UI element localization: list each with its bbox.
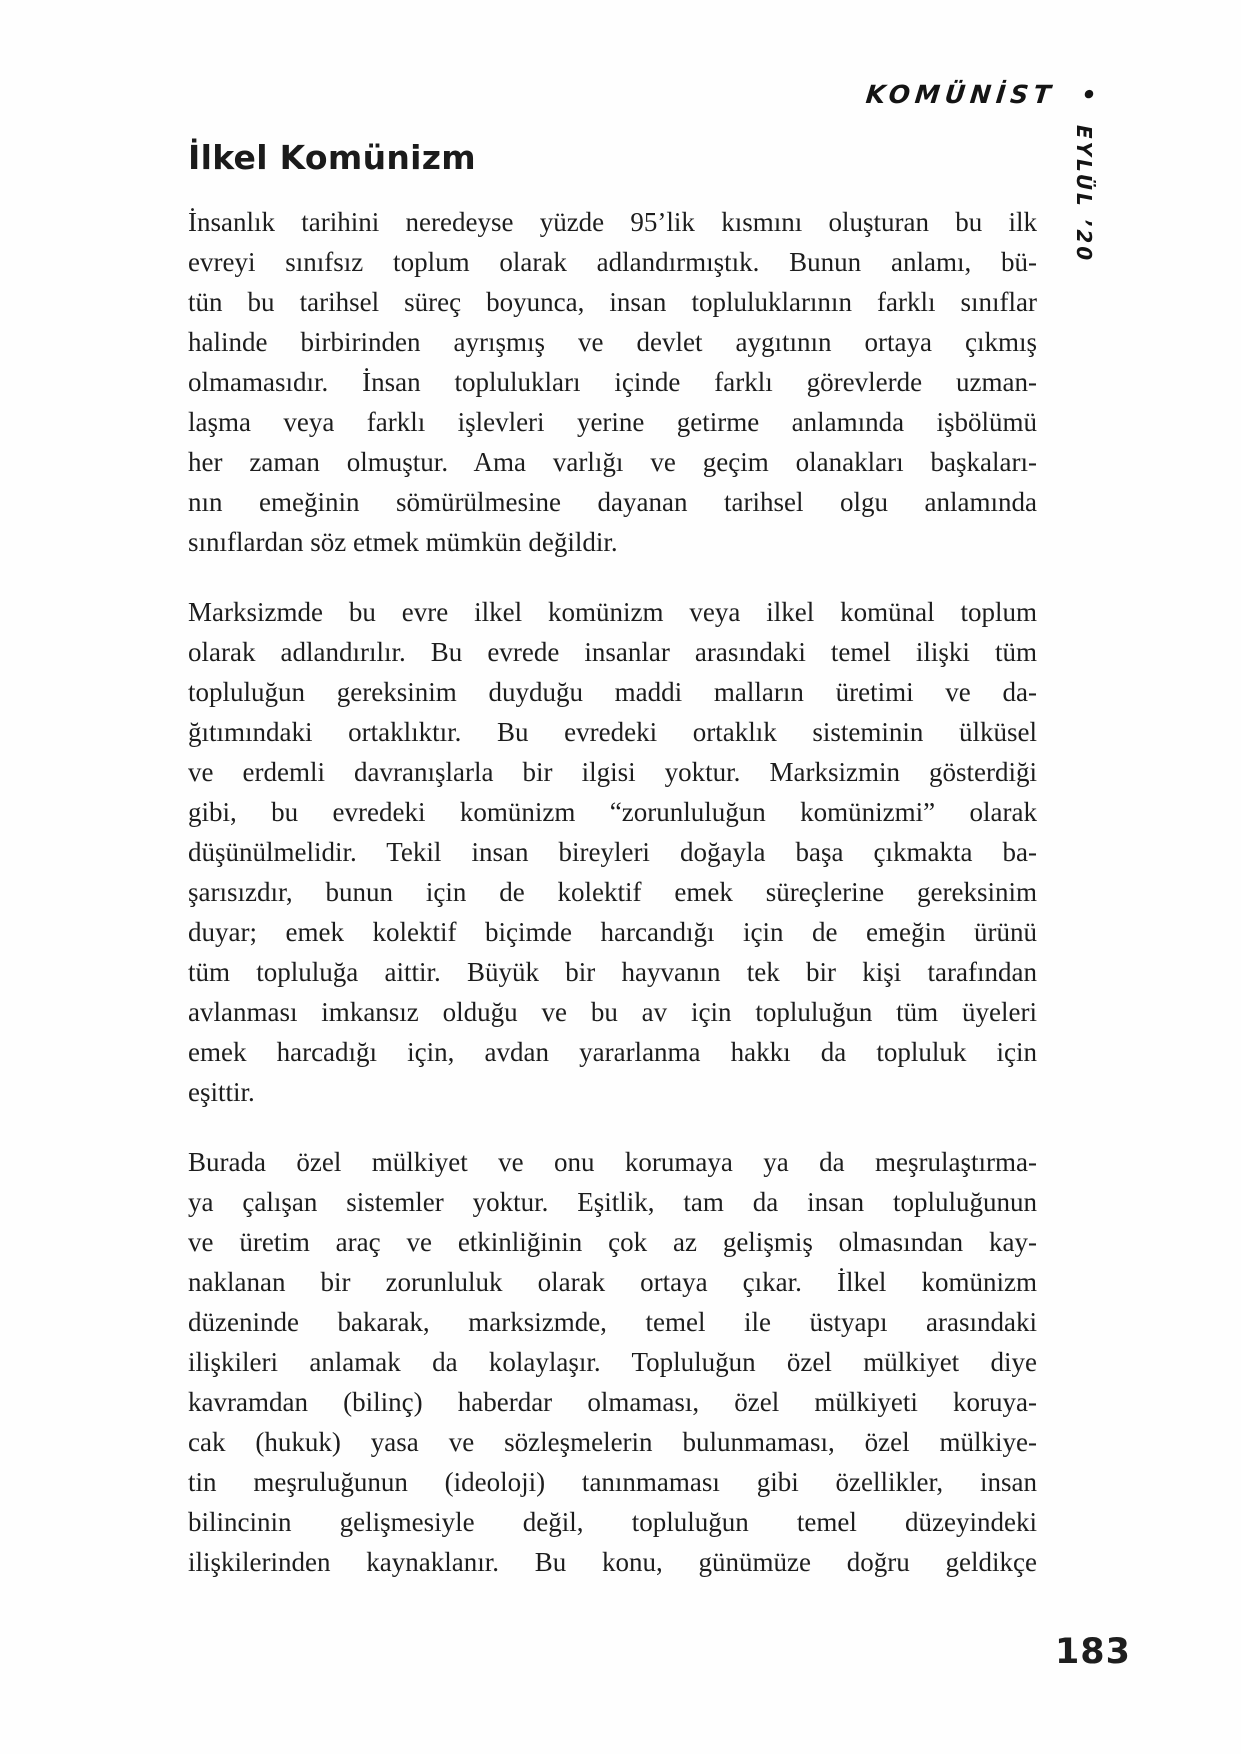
text-line: evreyi sınıfsız toplum olarak adlandırmıştık. Bunun anlamı, bü- (188, 247, 1037, 277)
text-line: düzeninde bakarak, marksizmde, temel ile üstyapı arasındaki (188, 1307, 1037, 1337)
text-line: emek harcadığı için, avdan yararlanma hakkı da topluluk için (188, 1037, 1037, 1067)
text-line: düşünülmelidir. Tekil insan bireyleri doğayla başa çıkmakta ba- (188, 837, 1037, 867)
text-line: ğıtımındaki ortaklıktır. Bu evredeki ortaklık sisteminin ülküsel (188, 717, 1037, 747)
text-line: topluluğun gereksinim duyduğu maddi malların üretimi ve da- (188, 677, 1037, 707)
page-number: 183 (1054, 1632, 1131, 1672)
text-line: tüm topluluğa aittir. Büyük bir hayvanın tek bir kişi tarafından (188, 957, 1037, 987)
text-line: bilincinin gelişmesiyle değil, topluluğun temel düzeyindeki (188, 1507, 1037, 1537)
text-line: sınıflardan söz etmek mümkün değildir. (188, 527, 618, 557)
text-line: Burada özel mülkiyet ve onu korumaya ya da meşrulaştırma- (188, 1147, 1037, 1177)
text-line: laşma veya farklı işlevleri yerine getirme anlamında işbölümü (188, 407, 1037, 437)
text-line: avlanması imkansız olduğu ve bu av için topluluğun tüm üyeleri (188, 997, 1037, 1027)
text-line: Marksizmde bu evre ilkel komünizm veya ilkel komünal toplum (188, 597, 1037, 627)
text-line: her zaman olmuştur. Ama varlığı ve geçim olanakları başkaları- (188, 447, 1037, 477)
text-line: ilişkileri anlamak da kolaylaşır. Topluluğun özel mülkiyet diye (188, 1347, 1037, 1377)
paragraph-3 (188, 1142, 1037, 1582)
text-line: gibi, bu evredeki komünizm “zorunluluğun komünizmi” olarak (188, 797, 1037, 827)
paragraph-1 (188, 202, 1037, 562)
text-line: olmamasıdır. İnsan toplulukları içinde farklı görevlerde uzman- (188, 367, 1037, 397)
journal-name: KOMÜNİST (864, 80, 1058, 109)
bullet-separator: • (1080, 81, 1099, 109)
text-line: eşittir. (188, 1077, 255, 1107)
text-column (188, 138, 1037, 1582)
text-line: olarak adlandırılır. Bu evrede insanlar arasındaki temel ilişki tüm (188, 637, 1037, 667)
text-line: ve üretim araç ve etkinliğinin çok az gelişmiş olmasından kay- (188, 1227, 1037, 1257)
text-line: naklanan bir zorunluluk olarak ortaya çıkar. İlkel komünizm (188, 1267, 1037, 1297)
text-line: İnsanlık tarihini neredeyse yüzde 95’lik kısmını oluşturan bu ilk (188, 207, 1037, 237)
section-heading: İlkel Komünizm (188, 138, 476, 177)
text-line: ve erdemli davranışlarla bir ilgisi yoktur. Marksizmin gösterdiği (188, 757, 1037, 787)
text-line: kavramdan (bilinç) haberdar olmaması, özel mülkiyeti koruya- (188, 1387, 1037, 1417)
text-line: ilişkilerinden kaynaklanır. Bu konu, günümüze doğru geldikçe (188, 1547, 1037, 1577)
issue-date-vertical: EYLÜL ’20 (1072, 125, 1096, 264)
text-line: nın emeğinin sömürülmesine dayanan tarihsel olgu anlamında (188, 487, 1037, 517)
running-head (865, 80, 1099, 109)
text-line: cak (hukuk) yasa ve sözleşmelerin bulunmaması, özel mülkiye- (188, 1427, 1037, 1457)
text-line: şarısızdır, bunun için de kolektif emek süreçlerine gereksinim (188, 877, 1037, 907)
text-line: ya çalışan sistemler yoktur. Eşitlik, tam da insan topluluğunun (188, 1187, 1037, 1217)
text-line: tün bu tarihsel süreç boyunca, insan topluluklarının farklı sınıflar (188, 287, 1037, 317)
paragraph-2 (188, 592, 1037, 1112)
text-line: tin meşruluğunun (ideoloji) tanınmaması gibi özellikler, insan (188, 1467, 1037, 1497)
text-line: duyar; emek kolektif biçimde harcandığı için de emeğin ürünü (188, 917, 1037, 947)
text-line: halinde birbirinden ayrışmış ve devlet aygıtının ortaya çıkmış (188, 327, 1037, 357)
